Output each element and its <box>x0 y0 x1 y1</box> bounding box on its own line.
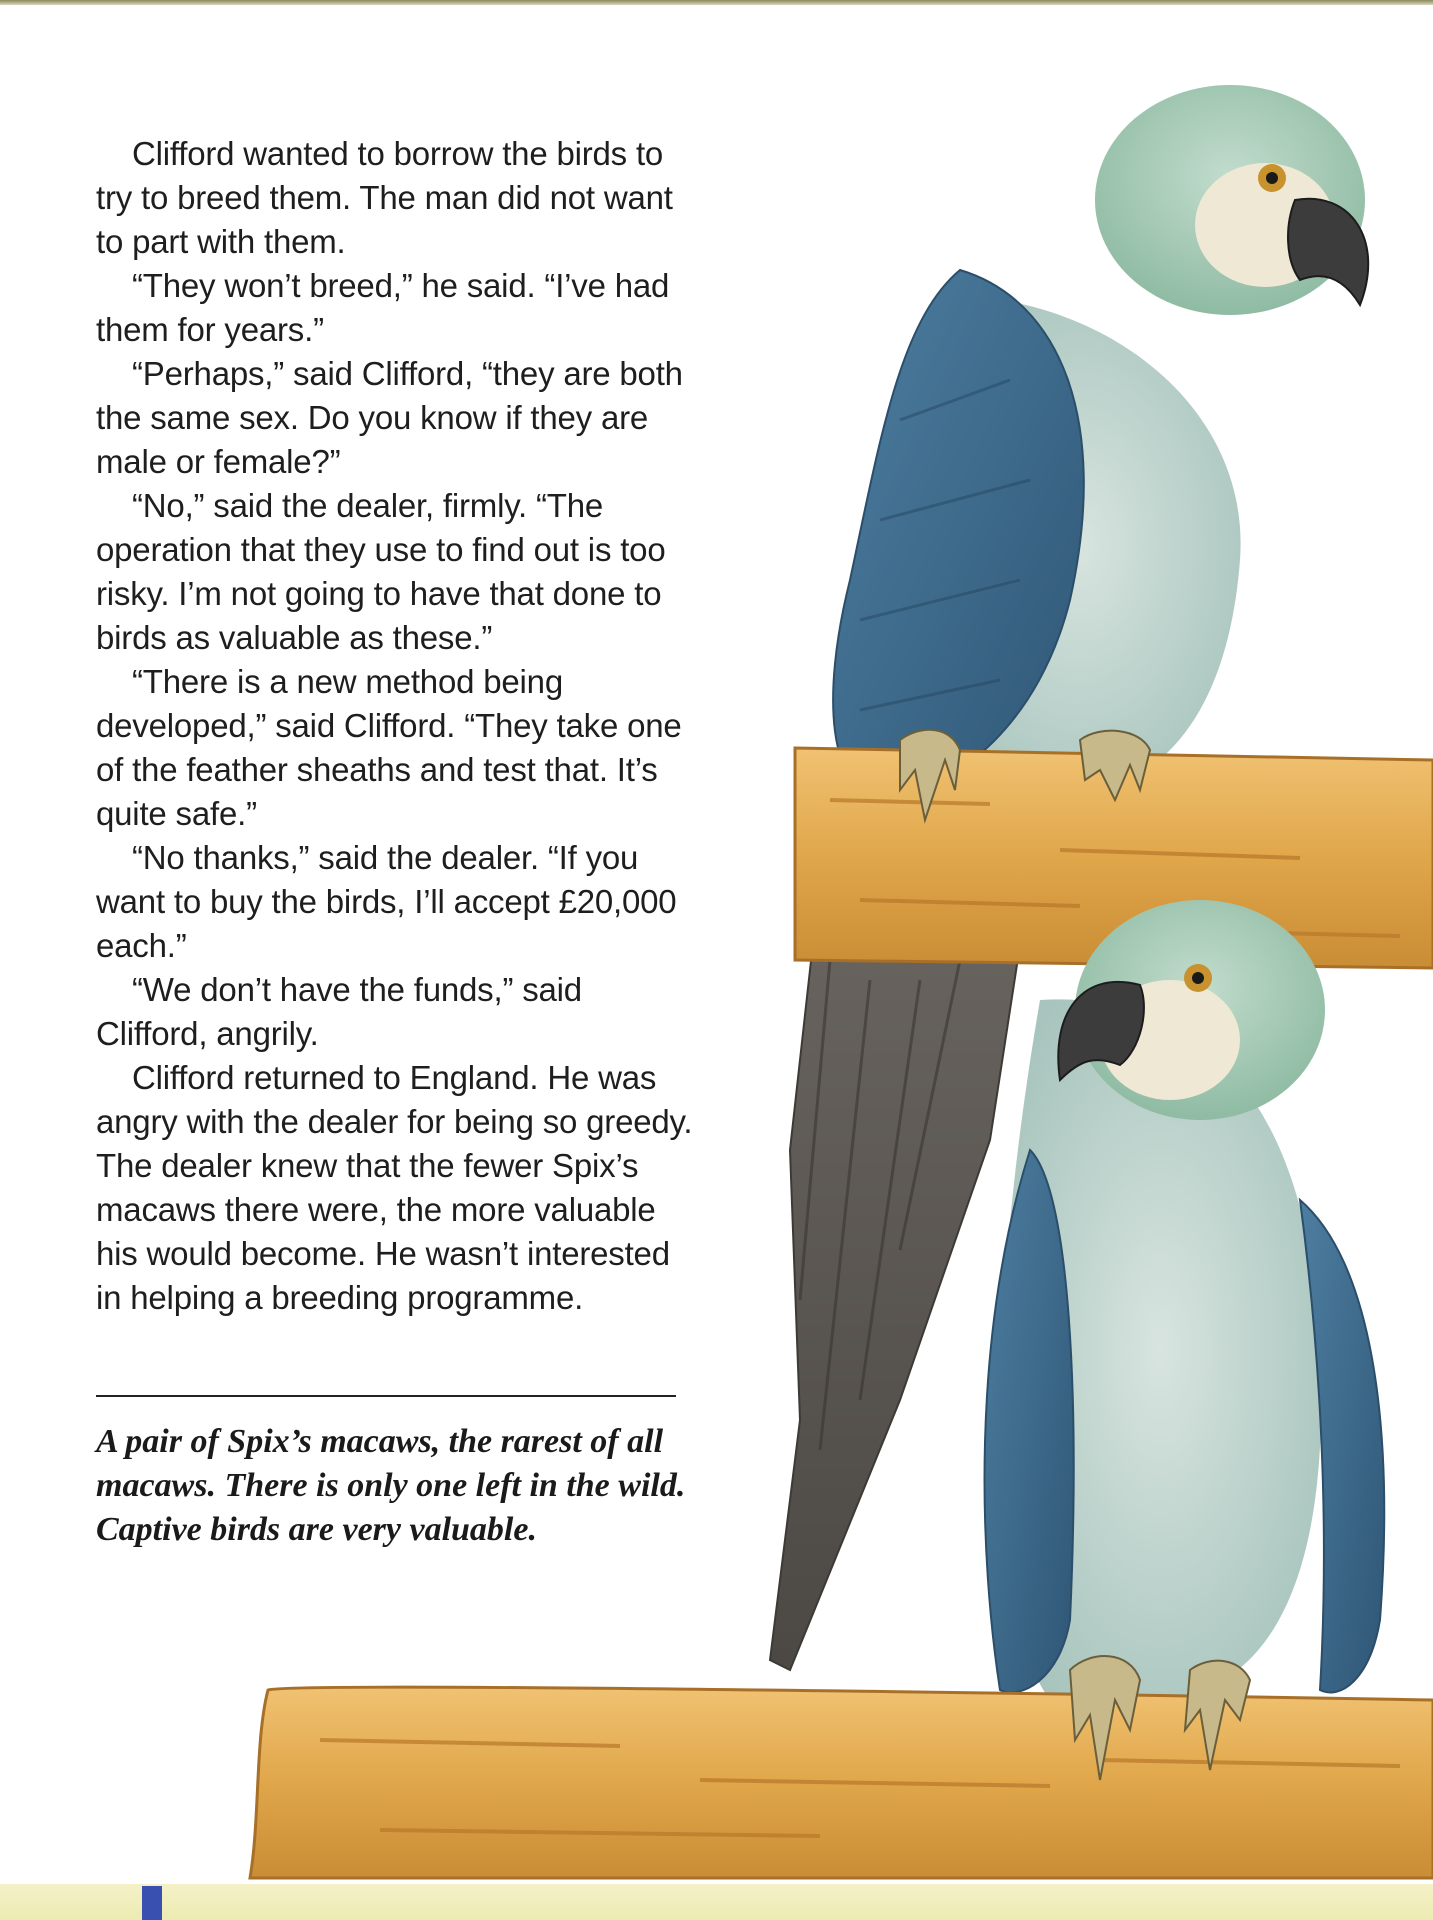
lower-macaw-breast <box>1000 999 1322 1700</box>
story-paragraph: “There is a new method being developed,” said Clifford. “They take one of the feather sheaths and test that. It’s quite safe.” <box>96 663 682 832</box>
lower-perch <box>250 1687 1433 1878</box>
upper-macaw-wing <box>833 270 1084 800</box>
lower-macaw-beak <box>1058 982 1144 1080</box>
upper-macaw-eye <box>1258 164 1286 192</box>
upper-macaw-beak <box>1288 199 1368 305</box>
story-paragraph: Clifford wanted to borrow the birds to try to breed them. The man did not want to part with them. <box>96 135 673 260</box>
lower-macaw-wing <box>985 1150 1074 1692</box>
story-paragraph: “We don’t have the funds,” said Clifford, angrily. <box>96 971 582 1052</box>
story-text <box>96 132 696 1320</box>
upper-macaw-foot <box>900 730 960 820</box>
story-paragraph: “They won’t breed,” he said. “I’ve had them for years.” <box>96 267 670 348</box>
page-bottom-strip <box>0 1884 1433 1920</box>
lower-macaw-foot <box>1185 1661 1250 1770</box>
illustration-caption: A pair of Spix’s macaws, the rarest of all macaws. There is only one left in the wild. Captive birds are very valuable. <box>96 1423 686 1548</box>
lower-macaw-foot <box>1070 1656 1140 1780</box>
story-paragraph: “Perhaps,” said Clifford, “they are both the same sex. Do you know if they are male or female?” <box>96 355 683 480</box>
story-paragraph: “No thanks,” said the dealer. “If you want to buy the birds, I’ll accept £20,000 each.” <box>96 839 677 964</box>
lower-macaw-wing <box>1300 1200 1384 1692</box>
lower-macaw-eye <box>1184 964 1212 992</box>
lower-macaw-head <box>1075 900 1325 1120</box>
caption-divider <box>96 1395 676 1397</box>
upper-macaw-tail <box>770 880 1030 1670</box>
story-paragraph: “No,” said the dealer, firmly. “The operation that they use to find out is too risky. I’m not going to have that done to birds as valuable as these.” <box>96 487 666 656</box>
upper-perch <box>795 748 1433 968</box>
upper-macaw-head <box>1095 85 1365 315</box>
upper-macaw-foot <box>1080 731 1150 800</box>
story-paragraph: Clifford returned to England. He was angry with the dealer for being so greedy. The dealer knew that the fewer Spix’s macaws there were, the more valuable his would become. He wasn’t interested in helping a breeding programme. <box>96 1059 693 1316</box>
page-top-edge <box>0 0 1433 5</box>
upper-macaw-breast <box>918 300 1240 790</box>
page-edge-tab <box>142 1886 162 1920</box>
